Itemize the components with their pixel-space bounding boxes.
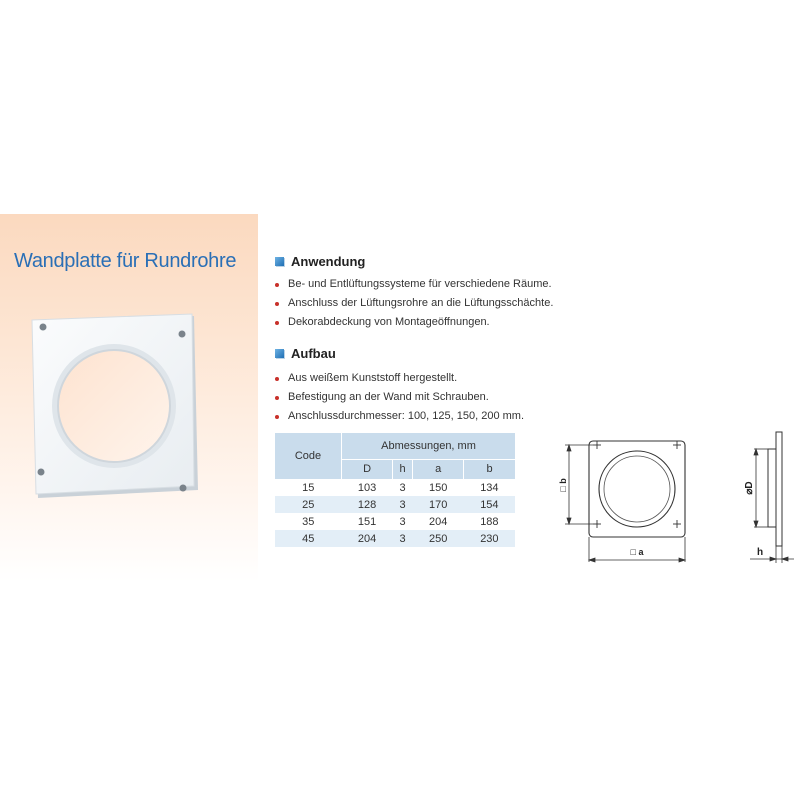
bullet-icon [275, 377, 279, 381]
product-title: Wandplatte für Rundrohre [14, 250, 237, 272]
list-item [275, 407, 524, 426]
table-cell: 134 [464, 479, 515, 496]
technical-drawing-side [738, 425, 796, 565]
table-row [275, 496, 515, 513]
technical-drawing-front [555, 434, 700, 564]
table-header-b: b [464, 459, 515, 479]
table-header-code: Code [275, 433, 342, 479]
table-header-a: a [413, 459, 464, 479]
table-header-group: Abmessungen, mm [342, 433, 516, 459]
dimension-label-b: □ b [558, 478, 568, 492]
dimension-label-a: □ a [630, 547, 644, 557]
table-cell: 204 [413, 513, 464, 530]
table-cell: 3 [393, 496, 413, 513]
dimensions-table [275, 433, 515, 547]
section-marker-icon [275, 257, 284, 266]
list-item-text: Aus weißem Kunststoff hergestellt. [288, 372, 458, 384]
heading-anwendung-label: Anwendung [291, 254, 366, 269]
table-cell: 250 [413, 530, 464, 547]
table-row [275, 479, 515, 496]
list-item-text: Dekorabdeckung von Montageöffnungen. [288, 316, 490, 328]
table-cell: 151 [342, 513, 393, 530]
aufbau-list [275, 369, 524, 426]
heading-anwendung [275, 254, 365, 269]
table-cell: 204 [342, 530, 393, 547]
table-cell: 25 [275, 496, 342, 513]
bullet-icon [275, 302, 279, 306]
list-item-text: Befestigung an der Wand mit Schrauben. [288, 391, 489, 403]
list-item-text: Be- und Entlüftungssysteme für verschiedene Räume. [288, 278, 552, 290]
heading-aufbau-label: Aufbau [291, 346, 336, 361]
table-cell: 3 [393, 513, 413, 530]
product-photo [26, 312, 206, 502]
table-cell: 103 [342, 479, 393, 496]
table-cell: 15 [275, 479, 342, 496]
table-cell: 3 [393, 479, 413, 496]
list-item [275, 275, 553, 294]
bullet-icon [275, 321, 279, 325]
table-cell: 45 [275, 530, 342, 547]
table-cell: 154 [464, 496, 515, 513]
dimension-label-h: h [756, 547, 764, 558]
section-marker-icon [275, 349, 284, 358]
table-cell: 150 [413, 479, 464, 496]
table-cell: 128 [342, 496, 393, 513]
table-cell: 3 [393, 530, 413, 547]
anwendung-list [275, 275, 553, 332]
table-row [275, 513, 515, 530]
table-cell: 230 [464, 530, 515, 547]
list-item [275, 388, 524, 407]
table-row [275, 530, 515, 547]
table-header-h: h [393, 459, 413, 479]
list-item-text: Anschluss der Lüftungsrohre an die Lüftungsschächte. [288, 297, 554, 309]
table-cell: 35 [275, 513, 342, 530]
list-item [275, 369, 524, 388]
list-item [275, 313, 553, 332]
list-item [275, 294, 553, 313]
table-header-D: D [342, 459, 393, 479]
list-item-text: Anschlussdurchmesser: 100, 125, 150, 200 mm. [288, 410, 525, 422]
table-cell: 188 [464, 513, 515, 530]
bullet-icon [275, 415, 279, 419]
bullet-icon [275, 283, 279, 287]
heading-aufbau [275, 346, 336, 361]
bullet-icon [275, 396, 279, 400]
dimension-label-D: ⌀D [744, 481, 755, 495]
table-cell: 170 [413, 496, 464, 513]
